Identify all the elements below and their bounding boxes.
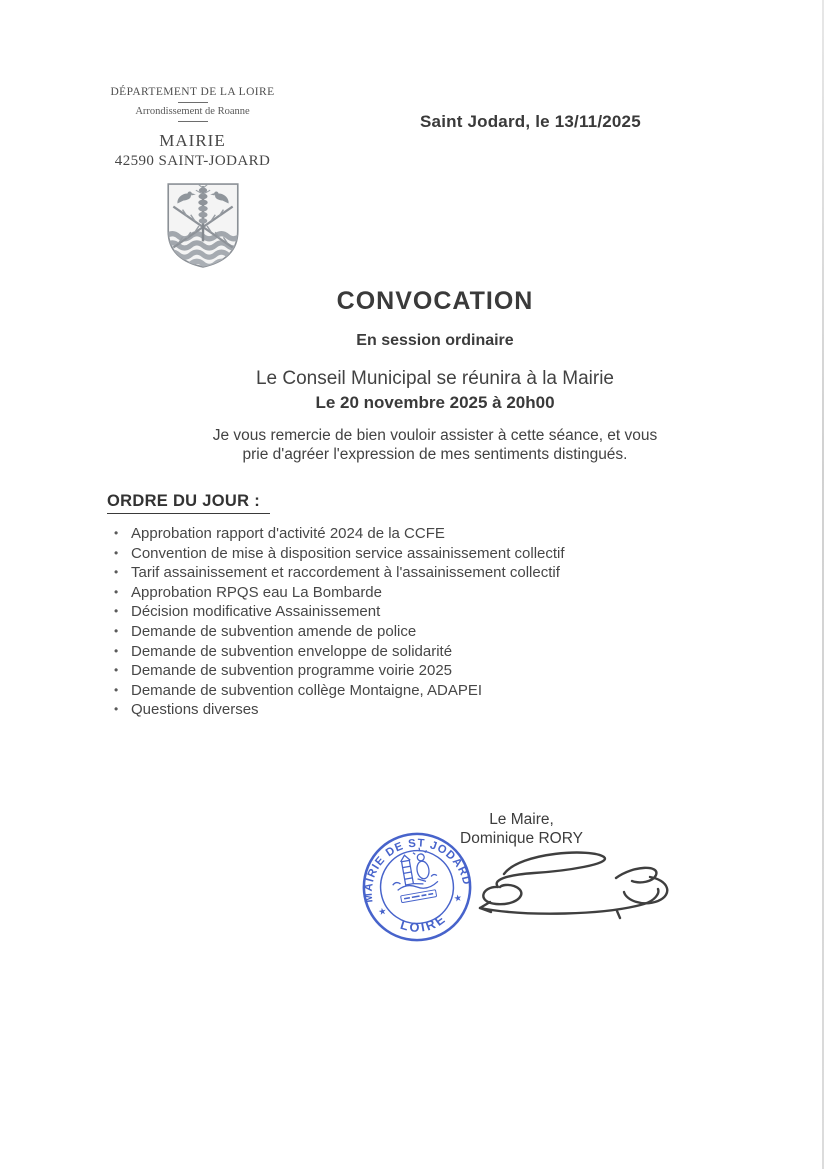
city-line: 42590 SAINT-JODARD	[114, 153, 271, 169]
agenda-item: • Décision modificative Assainissement	[112, 602, 565, 622]
agenda-heading: ORDRE DU JOUR :	[107, 492, 270, 514]
meeting-line-1: Le Conseil Municipal se réunira à la Mairie	[255, 368, 614, 389]
closing-name: Dominique RORY	[460, 830, 583, 847]
agenda-item: • Tarif assainissement et raccordement à l'assainissement collectif	[112, 563, 565, 583]
body-line-1: Je vous remercie de bien vouloir assister à cette séance, et vous	[212, 427, 658, 444]
arrondissement-line: Arrondissement de Roanne	[135, 106, 250, 117]
agenda-item: • Demande de subvention collège Montaigne, ADAPEI	[112, 681, 565, 701]
svg-text:MAIRIE DE ST JODARD	[358, 829, 473, 904]
department-line: DÉPARTEMENT DE LA LOIRE	[110, 86, 275, 98]
mairie-label: MAIRIE	[159, 131, 226, 150]
letterhead-rule	[178, 102, 208, 103]
body-line-2: prie d'agréer l'expression de mes sentiments distingués.	[242, 446, 628, 463]
stamp-star-right: ★	[453, 893, 463, 904]
agenda-item: • Approbation rapport d'activité 2024 de la CCFE	[112, 524, 565, 544]
stamp-bottom-text: LOIRE	[398, 910, 450, 935]
agenda-item: • Demande de subvention amende de police	[112, 622, 565, 642]
agenda-list	[112, 524, 565, 720]
session-line: En session ordinaire	[356, 332, 514, 349]
letterhead-rule	[178, 121, 208, 122]
stamp-top-text: MAIRIE DE ST JODARD	[362, 837, 473, 903]
scan-edge-artifact	[822, 0, 824, 1169]
agenda-item: • Demande de subvention enveloppe de solidarité	[112, 642, 565, 662]
agenda-item: • Questions diverses	[112, 700, 565, 720]
letterhead	[110, 86, 275, 170]
meeting-line-2: Le 20 novembre 2025 à 20h00	[315, 393, 555, 412]
agenda-item: • Approbation RPQS eau La Bombarde	[112, 583, 565, 603]
agenda-item: • Demande de subvention programme voirie 2025	[112, 661, 565, 681]
date-line: Saint Jodard, le 13/11/2025	[420, 112, 641, 131]
mayor-signature	[466, 844, 701, 931]
mairie-round-stamp	[358, 828, 476, 951]
coat-of-arms-icon	[164, 180, 242, 275]
document-title: CONVOCATION	[336, 287, 534, 315]
closing-role: Le Maire,	[489, 811, 554, 828]
stamp-star-left: ★	[378, 906, 387, 917]
agenda-item: • Convention de mise à disposition service assainissement collectif	[112, 544, 565, 564]
